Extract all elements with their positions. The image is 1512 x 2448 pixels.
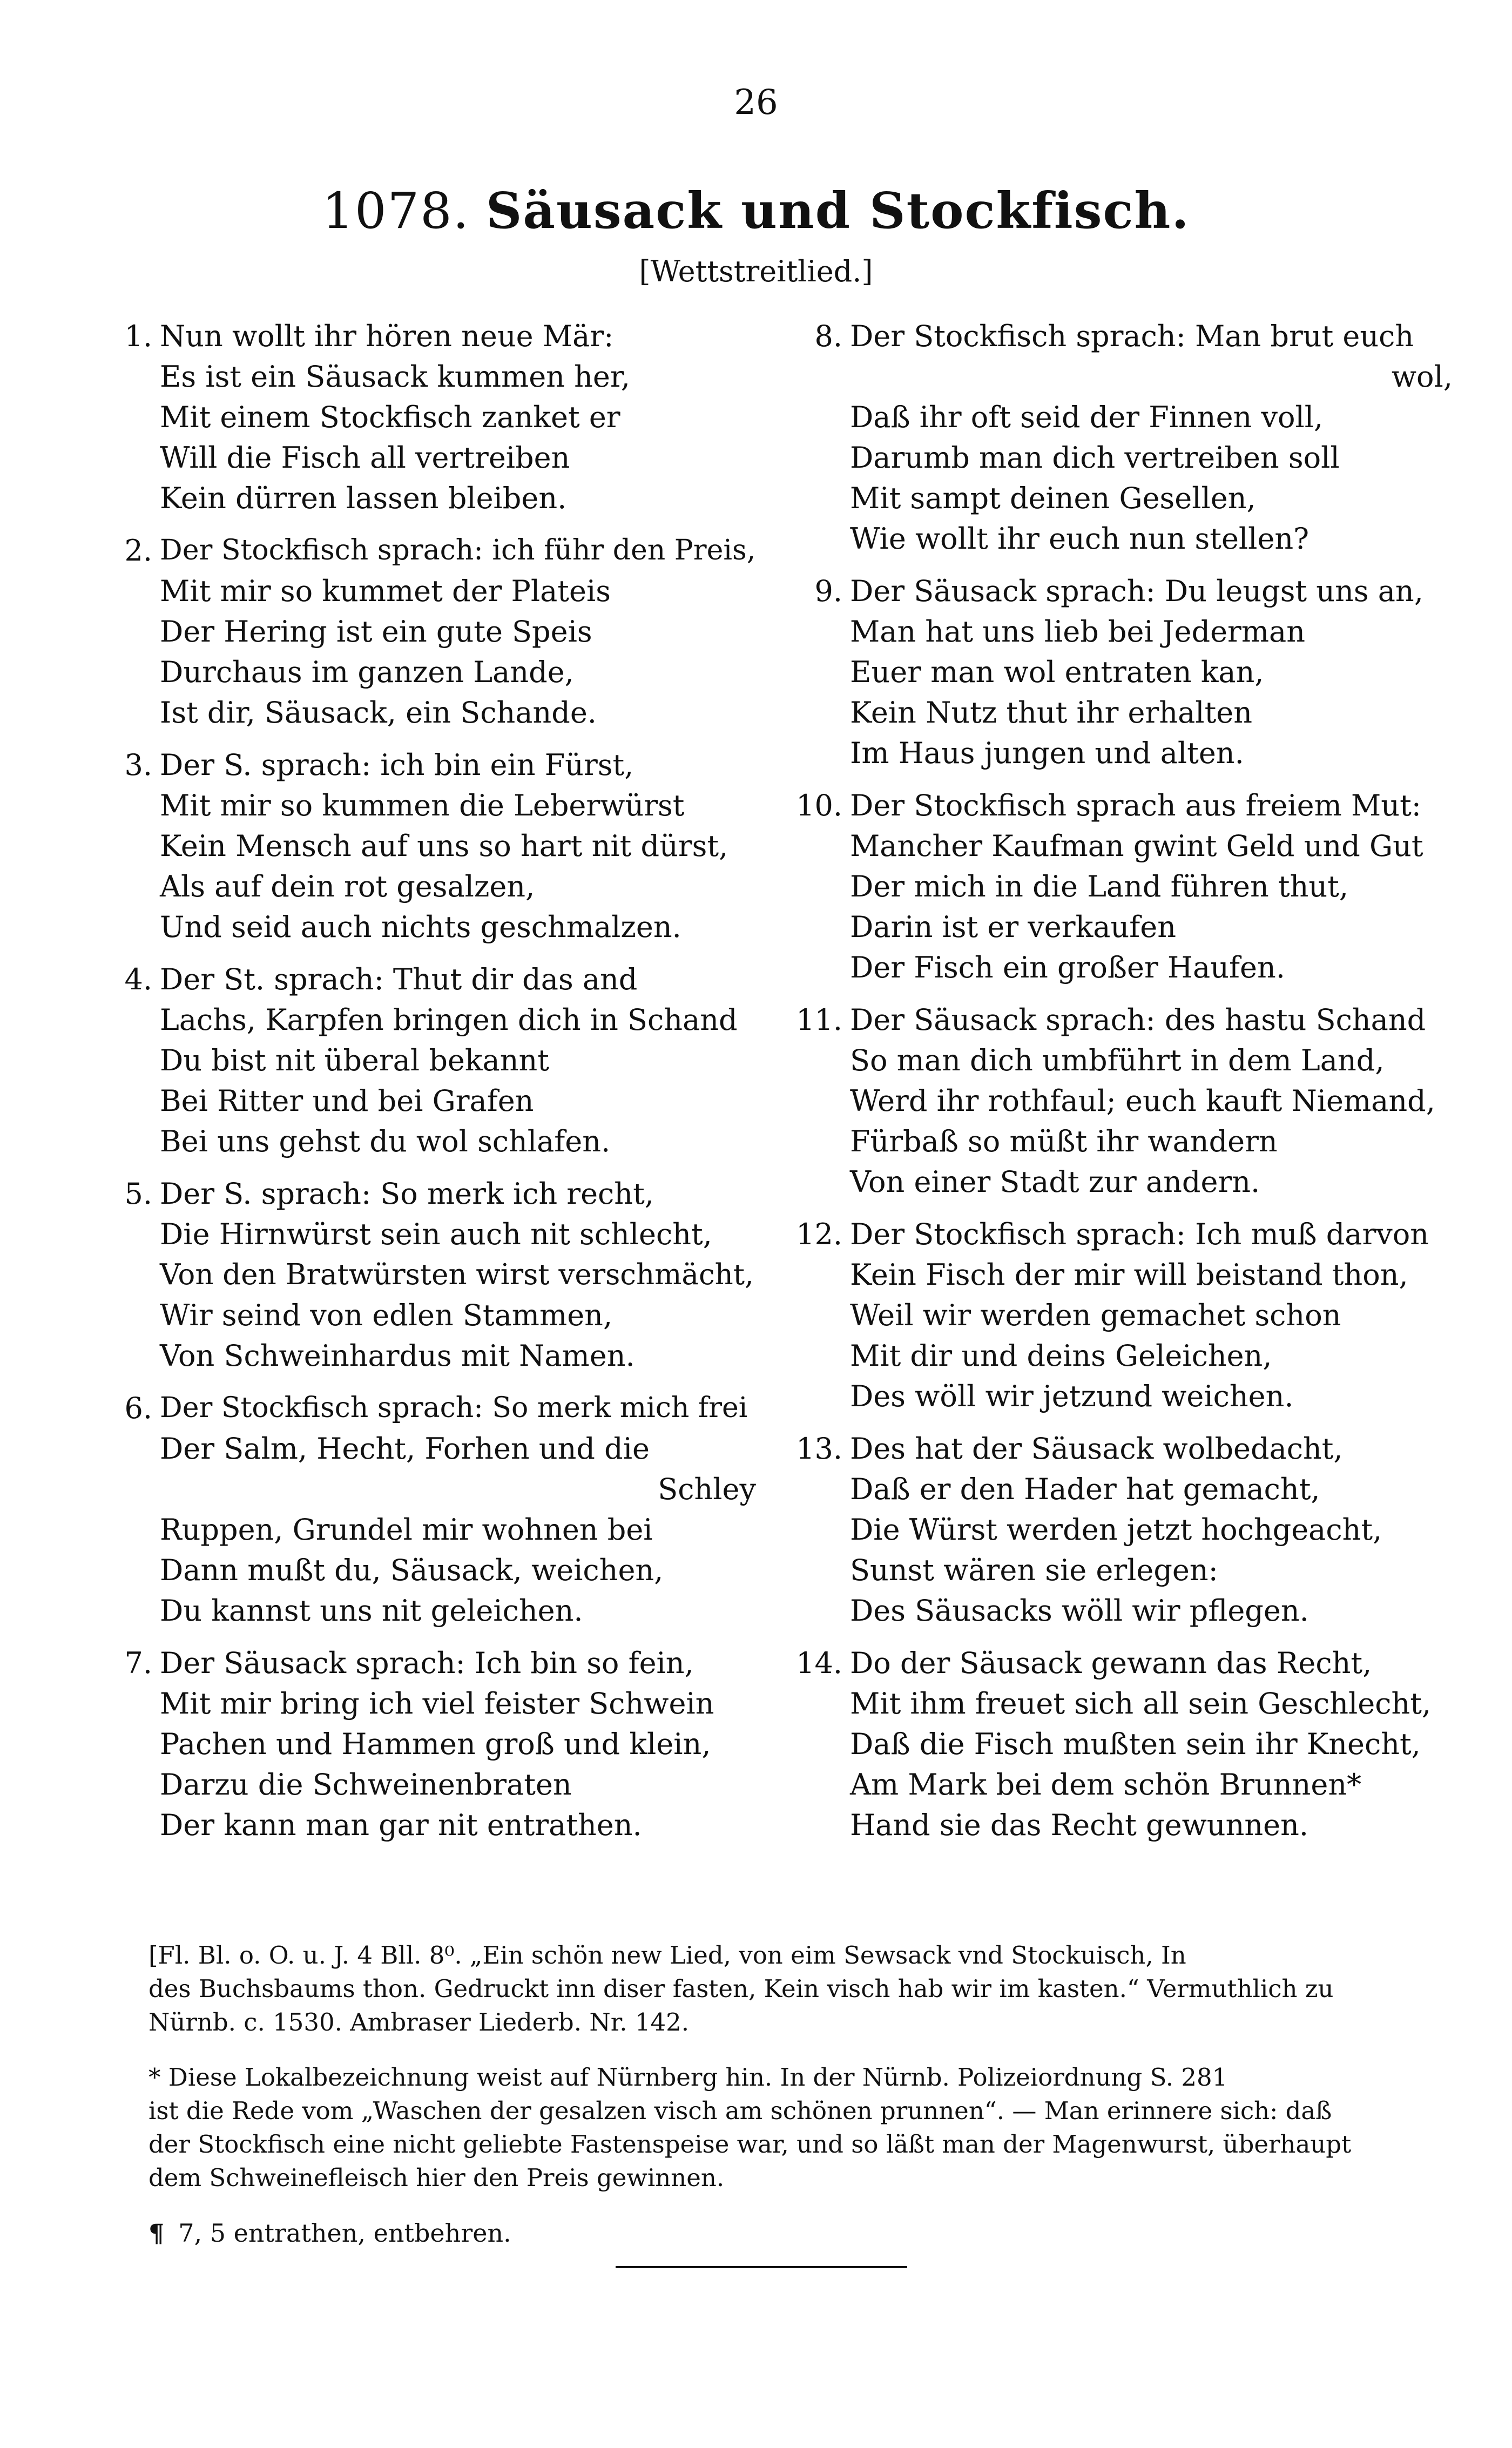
emendation-note bbox=[148, 2216, 1455, 2250]
verse-line: Der Stockfisch sprach aus freiem Mut: bbox=[850, 788, 1421, 822]
verse-line: Man hat uns lieb bei Jederman bbox=[850, 615, 1306, 649]
song-number: 1078. bbox=[322, 182, 470, 240]
stanza-lines bbox=[160, 1643, 756, 1845]
stanza-lines bbox=[850, 1428, 1453, 1631]
stanza-number: 4. bbox=[124, 962, 152, 996]
note-line: des Buchsbaums thon. Gedruckt inn diser fasten, Kein visch hab wir im kasten.“ Vermuthlich zu bbox=[148, 1974, 1334, 2003]
verse-line: Der S. sprach: ich bin ein Fürst, bbox=[160, 748, 634, 782]
verse-line: Euer man wol entraten kan, bbox=[850, 655, 1264, 689]
verse-line: Do der Säusack gewann das Recht, bbox=[850, 1646, 1372, 1680]
verse-line: Am Mark bei dem schön Brunnen* bbox=[850, 1768, 1362, 1802]
verse-line: Der Säusack sprach: Ich bin so fein, bbox=[160, 1646, 694, 1680]
left-column bbox=[113, 316, 756, 1857]
verse-line: Von den Bratwürsten wirst verschmächt, bbox=[160, 1258, 754, 1291]
verse-line: Kein Mensch auf uns so hart nit dürst, bbox=[160, 829, 728, 863]
note-line: Nürnb. c. 1530. Ambraser Liederb. Nr. 142. bbox=[148, 2008, 690, 2036]
note-line: ist die Rede vom „Waschen der gesalzen visch am schönen prunnen“. — Man erinnere sich: daß bbox=[148, 2096, 1332, 2125]
verse-line: Mit einem Stockfisch zanket er bbox=[160, 400, 620, 434]
verse-line: Von Schweinhardus mit Namen. bbox=[160, 1339, 635, 1373]
verse-line: Der Säusack sprach: Du leugst uns an, bbox=[850, 574, 1423, 608]
verse-line: Bei uns gehst du wol schlafen. bbox=[160, 1124, 611, 1158]
verse-line: Von einer Stadt zur andern. bbox=[850, 1165, 1260, 1199]
verse-line: Daß er den Hader hat gemacht, bbox=[850, 1472, 1320, 1506]
verse-line: Daß ihr oft seid der Finnen voll, bbox=[850, 400, 1324, 434]
stanza bbox=[113, 316, 756, 518]
verse-line: Weil wir werden gemachet schon bbox=[850, 1298, 1341, 1332]
verse-line: Der Hering ist ein gute Speis bbox=[160, 615, 592, 649]
note-line: dem Schweinefleisch hier den Preis gewinnen. bbox=[148, 2163, 725, 2192]
stanza bbox=[113, 1388, 756, 1631]
stanza-number: 14. bbox=[796, 1646, 842, 1680]
stanza bbox=[783, 1000, 1453, 1202]
stanza-number: 10. bbox=[796, 788, 842, 822]
verse-line: Mit mir bring ich viel feister Schwein bbox=[160, 1687, 714, 1721]
stanza bbox=[783, 571, 1453, 773]
verse-line: Im Haus jungen und alten. bbox=[850, 736, 1244, 770]
verse-line: Der Säusack sprach: des hastu Schand bbox=[850, 1003, 1426, 1037]
right-column bbox=[783, 316, 1453, 1857]
stanza-lines bbox=[850, 316, 1453, 559]
verse-line: Mit sampt deinen Gesellen, bbox=[850, 481, 1256, 515]
verse-line: Daß die Fisch mußten sein ihr Knecht, bbox=[850, 1727, 1421, 1761]
verse-line: Und seid auch nichts geschmalzen. bbox=[160, 910, 681, 944]
stanza-lines bbox=[850, 1000, 1453, 1202]
verse-line: Lachs, Karpfen bringen dich in Schand bbox=[160, 1003, 738, 1037]
stanza bbox=[783, 1428, 1453, 1631]
notes-section bbox=[148, 1939, 1455, 2250]
verse-line: Ist dir, Säusack, ein Schande. bbox=[160, 696, 597, 730]
verse-line: Werd ihr rothfaul; euch kauft Niemand, bbox=[850, 1084, 1435, 1118]
song-title-text: Säusack und Stockfisch. bbox=[485, 181, 1190, 240]
stanza-number: 11. bbox=[796, 1003, 842, 1037]
verse-line: Der mich in die Land führen thut, bbox=[850, 869, 1349, 903]
verse-line: Bei Ritter und bei Grafen bbox=[160, 1084, 534, 1118]
verse-line: Ruppen, Grundel mir wohnen bei bbox=[160, 1513, 653, 1547]
verse-line: Der Stockfisch sprach: Man brut euch bbox=[850, 319, 1414, 353]
stanza-lines bbox=[850, 1214, 1453, 1417]
verse-line: Will die Fisch all vertreiben bbox=[160, 441, 570, 475]
verse-line: Mancher Kaufman gwint Geld und Gut bbox=[850, 829, 1423, 863]
stanza-number: 12. bbox=[796, 1217, 842, 1251]
verse-line: Der S. sprach: So merk ich recht, bbox=[160, 1177, 654, 1211]
verse-line: Pachen und Hammen groß und klein, bbox=[160, 1727, 711, 1761]
stanza-number: 9. bbox=[814, 574, 842, 608]
pilcrow-symbol: ¶ bbox=[148, 2218, 165, 2248]
verse-line: Du kannst uns nit geleichen. bbox=[160, 1594, 583, 1628]
verse-line: Der Stockfisch sprach: Ich muß darvon bbox=[850, 1217, 1429, 1251]
verse-line: Der St. sprach: Thut dir das and bbox=[160, 962, 638, 996]
verse-line: Darin ist er verkaufen bbox=[850, 910, 1176, 944]
stanza bbox=[113, 745, 756, 947]
song-subtitle: [Wettstreitlied.] bbox=[639, 254, 873, 288]
stanza-number: 13. bbox=[796, 1432, 842, 1466]
stanza-number: 6. bbox=[124, 1391, 152, 1425]
stanza-lines bbox=[850, 785, 1453, 988]
stanza-lines bbox=[160, 1174, 756, 1376]
verse-line: Des Säusacks wöll wir pflegen. bbox=[850, 1594, 1309, 1628]
verse-line: Mit mir so kummet der Plateis bbox=[160, 574, 611, 608]
verse-line: Als auf dein rot gesalzen, bbox=[160, 869, 535, 903]
verse-line: Mit ihm freuet sich all sein Geschlecht, bbox=[850, 1687, 1432, 1721]
verse-line: Mit dir und deins Geleichen, bbox=[850, 1339, 1272, 1373]
verse-line: Kein dürren lassen bleiben. bbox=[160, 481, 567, 515]
verse-line: Der Fisch ein großer Haufen. bbox=[850, 950, 1285, 984]
stanza-lines bbox=[160, 745, 756, 947]
verse-line: Hand sie das Recht gewunnen. bbox=[850, 1808, 1309, 1842]
verse-line: Wir seind von edlen Stammen, bbox=[160, 1298, 613, 1332]
stanza-lines bbox=[850, 571, 1453, 773]
note-line: der Stockfisch eine nicht geliebte Fastenspeise war, und so läßt man der Magenwurst, überhaupt bbox=[148, 2130, 1352, 2159]
verse-line: Wie wollt ihr euch nun stellen? bbox=[850, 522, 1310, 556]
verse-line: Darzu die Schweinenbraten bbox=[160, 1768, 572, 1802]
stanza bbox=[783, 785, 1453, 988]
stanza bbox=[113, 1174, 756, 1376]
emendation-text: 7, 5 entrathen, entbehren. bbox=[178, 2218, 511, 2248]
verse-line: Durchaus im ganzen Lande, bbox=[160, 655, 574, 689]
stanza bbox=[113, 530, 756, 733]
verse-line: Fürbaß so müßt ihr wandern bbox=[850, 1124, 1278, 1158]
stanza bbox=[783, 1214, 1453, 1417]
stanza-number: 2. bbox=[124, 534, 152, 568]
note-line: * Diese Lokalbezeichnung weist auf Nürnberg hin. In der Nürnb. Polizeiordnung S. 281 bbox=[148, 2063, 1228, 2092]
verse-line: Kein Nutz thut ihr erhalten bbox=[850, 696, 1253, 730]
stanza-number: 8. bbox=[814, 319, 842, 353]
verse-line: wol, bbox=[1391, 360, 1453, 394]
verse-line: Darumb man dich vertreiben soll bbox=[850, 441, 1340, 475]
verse-line: Sunst wären sie erlegen: bbox=[850, 1553, 1218, 1587]
stanza-number: 7. bbox=[124, 1646, 152, 1680]
verse-line: Schley bbox=[658, 1472, 756, 1506]
verse-line: Die Würst werden jetzt hochgeacht, bbox=[850, 1513, 1382, 1547]
verse-line: Mit mir so kummen die Leberwürst bbox=[160, 788, 685, 822]
verse-line: Die Hirnwürst sein auch nit schlecht, bbox=[160, 1217, 712, 1251]
stanza-number: 1. bbox=[124, 319, 152, 353]
stanza-lines bbox=[160, 1388, 756, 1631]
verse-line: Der Salm, Hecht, Forhen und die bbox=[160, 1432, 650, 1466]
verse-line: Der Stockfisch sprach: ich führ den Preis, bbox=[160, 534, 756, 567]
stanza bbox=[783, 316, 1453, 559]
verse-line: So man dich umbführt in dem Land, bbox=[850, 1043, 1385, 1077]
stanza-lines bbox=[160, 316, 756, 518]
note-line: [Fl. Bl. o. O. u. J. 4 Bll. 8⁰. „Ein schön new Lied, von eim Sewsack vnd Stockuisch, In bbox=[148, 1941, 1186, 1970]
verse-line: Des wöll wir jetzund weichen. bbox=[850, 1379, 1294, 1413]
stanza-lines bbox=[160, 530, 756, 733]
stanza bbox=[113, 1643, 756, 1845]
stanza-lines bbox=[160, 959, 756, 1162]
verse-line: Es ist ein Säusack kummen her, bbox=[160, 360, 630, 394]
page-number: 26 bbox=[734, 83, 778, 123]
stanza-number: 3. bbox=[124, 748, 152, 782]
verse-line: Dann mußt du, Säusack, weichen, bbox=[160, 1553, 664, 1587]
verse-line: Des hat der Säusack wolbedacht, bbox=[850, 1432, 1343, 1466]
stanza bbox=[783, 1643, 1453, 1845]
stanza-number: 5. bbox=[124, 1177, 152, 1211]
verse-line: Kein Fisch der mir will beistand thon, bbox=[850, 1258, 1408, 1292]
stanza bbox=[113, 959, 756, 1162]
stanza-lines bbox=[850, 1643, 1453, 1845]
footnote bbox=[148, 2061, 1455, 2195]
closing-rule bbox=[616, 2266, 907, 2268]
verse-line: Nun wollt ihr hören neue Mär: bbox=[160, 319, 614, 353]
verse-line: Der Stockfisch sprach: So merk mich frei bbox=[160, 1392, 748, 1424]
verse-line: Du bist nit überal bekannt bbox=[160, 1043, 550, 1077]
source-note bbox=[148, 1939, 1455, 2039]
song-title bbox=[0, 181, 1512, 241]
verse-line: Der kann man gar nit entrathen. bbox=[160, 1808, 642, 1842]
